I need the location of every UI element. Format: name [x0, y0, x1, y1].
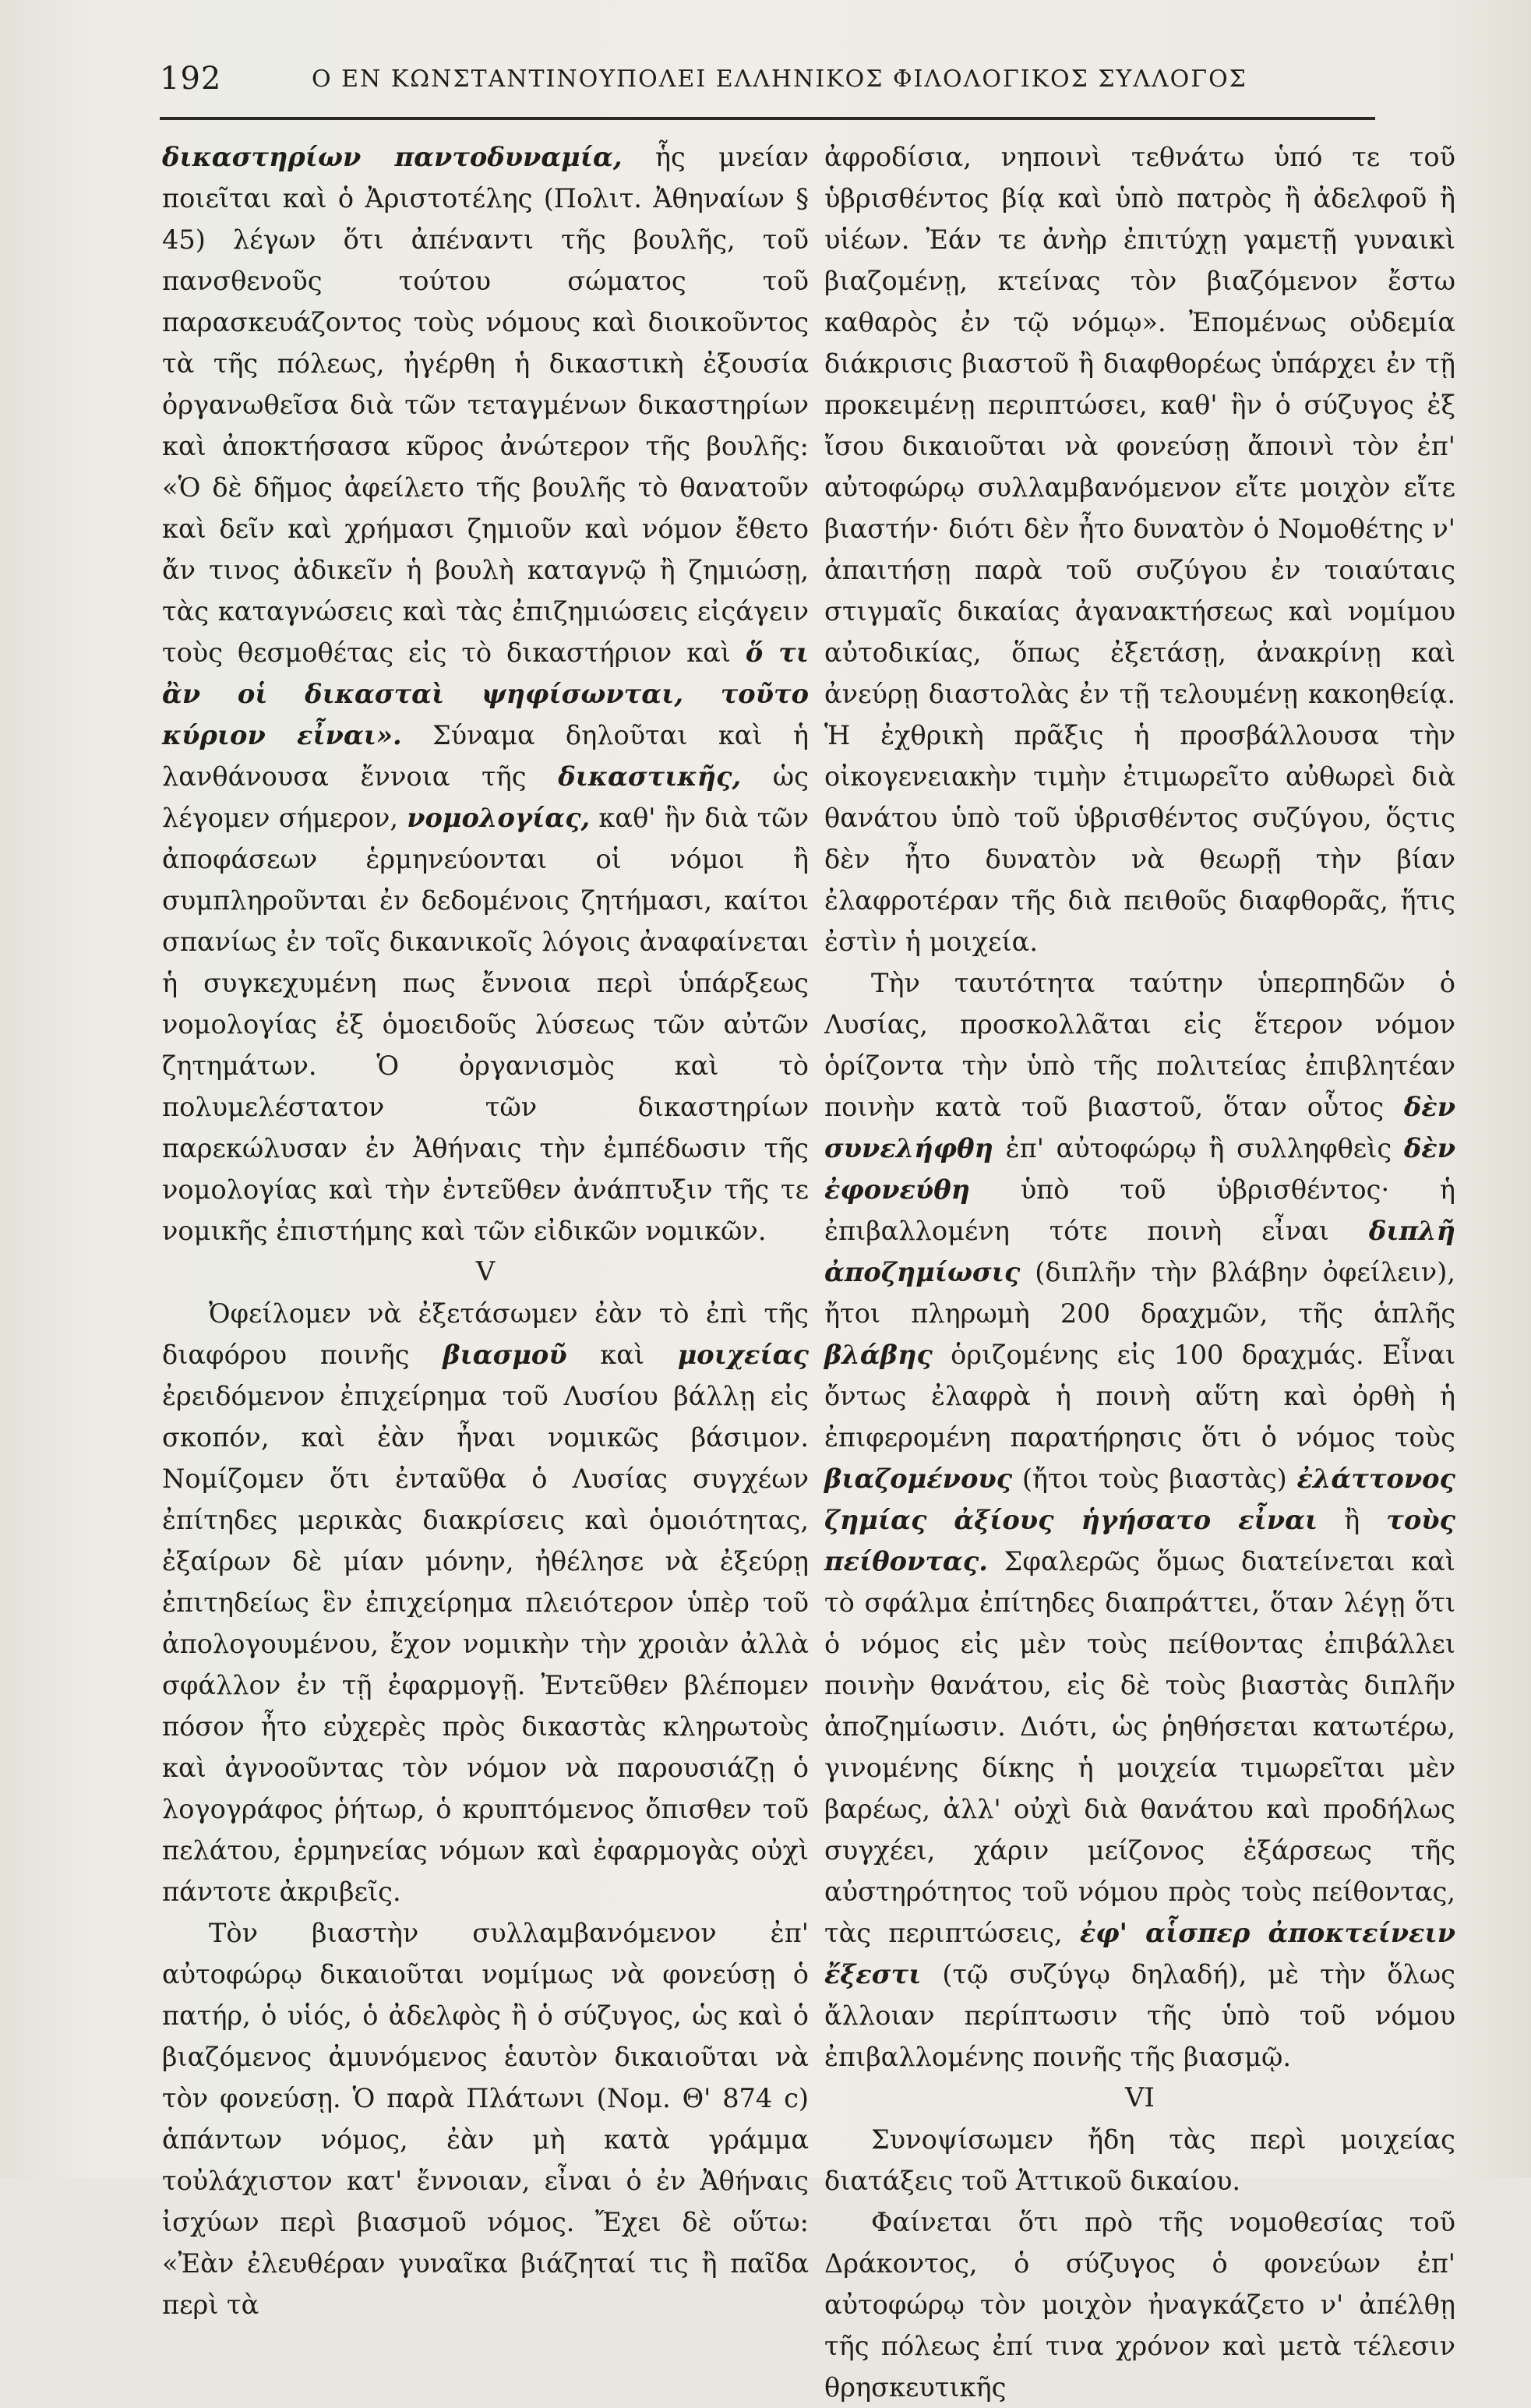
- paragraph: [162, 1293, 809, 1912]
- text-run: (διπλῆν τὴν βλάβην ὀφείλειν), ἤτοι πληρωμὴ 200 δραχμῶν, τῆς ἁπλῆς: [824, 1257, 1455, 1329]
- section-heading-v: V: [475, 1256, 496, 1287]
- section-heading-vi: VI: [1125, 2082, 1155, 2113]
- emphasis-text: βλάβης: [824, 1339, 933, 1370]
- left-column: [162, 136, 809, 2325]
- text-run: (ἤτοι τοὺς βιαστὰς): [1012, 1464, 1297, 1494]
- paragraph: [162, 136, 809, 1252]
- emphasis-text: ἐλάττονος ζημίας ἀξίους ἡγήσατο εἶναι: [824, 1463, 1455, 1535]
- text-run: ὑπὸ τοῦ ὑβρισθέντος· ἡ ἐπιβαλλομένη τότε ποινὴ εἶναι: [824, 1174, 1455, 1246]
- emphasis-text: ἐφ' αἷσπερ ἀποκτείνειν ἔξεστι: [824, 1917, 1455, 1990]
- text-run: ἀφροδίσια, νηποινὶ τεθνάτω ὑπό τε τοῦ ὑβρισθέντος βίᾳ καὶ ὑπὸ πατρὸς ἢ ἀδελφοῦ ἢ υἱέων. Ἐάν τε ἀνὴρ ἐπιτύχῃ γαμετῇ γυναικὶ βιαζομένῃ, κτείνας τὸν βιαζόμενον ἔστω καθαρὸς ἐν τῷ νόμῳ». Ἐπομένως οὐδεμία διάκρισις βιαστοῦ ἢ διαφθορέως ὑπάρχει ἐν τῇ προκειμένῃ περιπτώσει, καθ' ἣν ὁ σύζυγος ἐξ ἴσου δικαιοῦται νὰ φονεύσῃ ἄποινὶ τὸν ἐπ' αὐτοφώρῳ συλλαμβανόμενον εἴτε μοιχὸν εἴτε βιαστήν· διότι δὲν ἦτο δυνατὸν ὁ Νομοθέτης ν' ἀπαιτήσῃ παρὰ τοῦ συζύγου ἐν τοιαύταις στιγμαῖς δικαίας ἀγανακτήσεως καὶ νομίμου αὐτοδικίας, ὅπως ἐξετάσῃ, ἀνακρίνῃ καὶ ἀνεύρῃ διαστολὰς ἐν τῇ τελουμένῃ κακοηθείᾳ. Ἡ ἐχθρικὴ πρᾶξις ἡ προσβάλλουσα τὴν οἰκογενειακὴν τιμὴν ἐτιμωρεῖτο αὐθωρεὶ διὰ θανάτου ὑπὸ τοῦ ὑβρισθέντος συζύγου, ὅςτις δὲν ἦτο δυνατὸν νὰ θεωρῇ τὴν βίαν ἐλαφροτέραν τῆς διὰ πειθοῦς διαφθορᾶς, ἥτις ἐστὶν ἡ μοιχεία.: [824, 142, 1455, 957]
- paragraph: [824, 962, 1455, 2078]
- emphasis-text: δικαστικῆς,: [558, 761, 742, 792]
- text-run: Ὀφείλομεν νὰ ἐξετάσωμεν ἐὰν τὸ ἐπὶ τῆς διαφόρου ποινῆς: [162, 1298, 809, 1370]
- paragraph: Φαίνεται ὅτι πρὸ τῆς νομοθεσίας τοῦ Δράκοντος, ὁ σύζυγος ὁ φονεύων ἐπ' αὐτοφώρῳ τὸν μοιχὸν ἠναγκάζετο ν' ἀπέλθῃ τῆς πόλεως ἐπί τινα χρόνον καὶ μετὰ τέλεσιν θρησκευτικῆς: [824, 2207, 1455, 2403]
- paragraph: Συνοψίσωμεν ἤδη τὰς περὶ μοιχείας διατάξεις τοῦ Ἀττικοῦ δικαίου.: [824, 2124, 1455, 2196]
- emphasis-text: δικαστηρίων παντοδυναμία,: [162, 141, 623, 172]
- text-run: Τὴν ταυτότητα ταύτην ὑπερπηδῶν ὁ Λυσίας, προσκολλᾶται εἰς ἕτερον νόμον ὁρίζοντα τὴν ὑπὸ τῆς πολιτείας ἐπιβλητέαν ποινὴν κατὰ τοῦ βιαστοῦ, ὅταν οὗτος: [824, 968, 1455, 1122]
- text-run: καθ' ἣν διὰ τῶν ἀποφάσεων ἑρμηνεύονται οἱ νόμοι ἢ συμπληροῦνται ἐν δεδομένοις ζητήμασι, καίτοι σπανίως ἐν τοῖς δικανικοῖς λόγοις ἀναφαίνεται ἡ συγκεχυμένη πως ἔννοια περὶ ὑπάρξεως νομολογίας ἐξ ὁμοειδοῦς λύσεως τῶν αὐτῶν ζητημάτων. Ὁ ὀργανισμὸς καὶ τὸ πολυμελέστατον τῶν δικαστηρίων παρεκώλυσαν ἐν Ἀθήναις τὴν ἐμπέδωσιν τῆς νομολογίας καὶ τὴν ἐντεῦθεν ἀνάπτυξιν τῆς τε νομικῆς ἐπιστήμης καὶ τῶν εἰδικῶν νομικῶν.: [162, 803, 809, 1246]
- emphasis-text: νομολογίας,: [407, 802, 591, 833]
- text-run: ἐρειδόμενον ἐπιχείρημα τοῦ Λυσίου βάλλῃ εἰς σκοπόν, καὶ ἐὰν ἦναι νομικῶς βάσιμον. Νομίζομεν ὅτι ἐνταῦθα ὁ Λυσίας συγχέων ἐπίτηδες μερικὰς διακρίσεις καὶ ὁμοιότητας, ἐξαίρων δὲ μίαν μόνην, ἠθέλησε νὰ ἐξεύρῃ ἐπιτηδείως ἓν ἐπιχείρημα πλειότερον ὑπὲρ τοῦ ἀπολογουμένου, ἔχον νομικὴν τὴν χροιὰν ἀλλὰ σφάλλον ἐν τῇ ἐφαρμογῇ. Ἐντεῦθεν βλέπομεν πόσον ἦτο εὐχερὲς πρὸς δικαστὰς κληρωτοὺς καὶ ἀγνοοῦντας τὸν νόμον νὰ παρουσιάζῃ ὁ λογογράφος ῥήτωρ, ὁ κρυπτόμενος ὄπισθεν τοῦ πελάτου, ἑρμηνείας νόμων καὶ ἐφαρμογὰς οὐχὶ πάντοτε ἀκριβεῖς.: [162, 1381, 809, 1907]
- text-run: ἢ: [1318, 1505, 1387, 1535]
- text-run: καὶ: [566, 1340, 678, 1370]
- emphasis-text: μοιχείας: [677, 1339, 809, 1370]
- page-header: [160, 61, 1313, 108]
- text-run: ὡς λέγομεν σήμερον,: [162, 761, 809, 833]
- emphasis-text: τοὺς πείθοντας.: [824, 1504, 1455, 1576]
- text-run: Σφαλερῶς ὅμως διατείνεται καὶ τὸ σφάλμα ἐπίτηδες διαπράττει, ὅταν λέγῃ ὅτι ὁ νόμος εἰς μὲν τοὺς πείθοντας ἐπιβάλλει ποινὴν θανάτου, εἰς δὲ τοὺς βιαστὰς διπλῆν ἀποζημίωσιν. Διότι, ὡς ῥηθήσεται κατωτέρω, γινομένης δίκης ἡ μοιχεία τιμωρεῖται μὲν βαρέως, ἀλλ' οὐχὶ διὰ θανάτου καὶ προδήλως συγχέει, χάριν μείζονος ἐξάρσεως τῆς αὐστηρότητος τοῦ νόμου πρὸς τοὺς πείθοντας, τὰς περιπτώσεις,: [824, 1546, 1455, 1948]
- text-run: ἧς μνείαν ποιεῖται καὶ ὁ Ἀριστοτέλης (Πολιτ. Ἀθηναίων § 45) λέγων ὅτι ἀπέναντι τῆς βουλῆς, τοῦ πανσθενοῦς τούτου σώματος τοῦ παρασκευάζοντος τοὺς νόμους καὶ διοικοῦντος τὰ τῆς πόλεως, ἠγέρθη ἡ δικαστικὴ ἐξουσία ὀργανωθεῖσα διὰ τῶν τεταγμένων δικαστηρίων καὶ ἀποκτήσασα κῦρος ἀνώτερον τῆς βουλῆς: «Ὁ δὲ δῆμος ἀφείλετο τῆς βουλῆς τὸ θανατοῦν καὶ δεῖν καὶ χρήμασι ζημιοῦν καὶ νόμον ἔθετο ἄν τινος ἀδικεῖν ἡ βουλὴ καταγνῷ ἢ ζημιώσῃ, τὰς καταγνώσεις καὶ τὰς ἐπιζημιώσεις εἰςάγειν τοὺς θεσμοθέτας εἰς τὸ δικαστήριον καὶ: [162, 142, 810, 668]
- running-title: Ο ΕΝ ΚΩΝΣΤΑΝΤΙΝΟΥΠΟΛΕΙ ΕΛΛΗΝΙΚΟΣ ΦΙΛΟΛΟΓΙΚΟΣ ΣΥΛΛΟΓΟΣ: [312, 65, 1247, 93]
- emphasis-text: βιασμοῦ: [443, 1339, 567, 1370]
- emphasis-text: δὲν συνελήφθη: [824, 1091, 1455, 1163]
- emphasis-text: βιαζομένους: [824, 1463, 1013, 1494]
- emphasis-text: ὅ τι ἂν οἱ δικασταὶ ψηφίσωνται, τοῦτο κύριον εἶναι».: [162, 637, 809, 750]
- paragraph: Τὸν βιαστὴν συλλαμβανόμενον ἐπ' αὐτοφώρῳ δικαιοῦται νομίμως νὰ φονεύσῃ ὁ πατήρ, ὁ υἱός, ὁ ἀδελφὸς ἢ ὁ σύζυγος, ὡς καὶ ὁ βιαζόμενος ἀμυνόμενος ἑαυτὸν δικαιοῦται νὰ τὸν φονεύσῃ. Ὁ παρὰ Πλάτωνι (Νομ. Θ' 874 c) ἁπάντων νόμος, ἐὰν μὴ κατὰ γράμμα τοὐλάχιστον κατ' ἔννοιαν, εἶναι ὁ ἐν Ἀθήναις ἰσχύων περὶ βιασμοῦ νόμος. Ἔχει δὲ οὕτω: «Ἐὰν ἐλευθέραν γυναῖκα βιάζηταί τις ἢ παῖδα περὶ τὰ: [162, 1918, 809, 2320]
- right-column: [824, 136, 1455, 2408]
- page-number: 192: [160, 61, 222, 97]
- emphasis-text: διπλῆ ἀποζημίωσις: [824, 1215, 1455, 1287]
- emphasis-text: δὲν ἐφονεύθη: [824, 1132, 1455, 1205]
- paragraph: [824, 136, 1455, 962]
- text-run: (τῷ συζύγῳ δηλαδή), μὲ τὴν ὅλως ἄλλοιαν περίπτωσιν τῆς ὑπὸ τοῦ νόμου ἐπιβαλλομένης ποινῆς τῆς βιασμῷ.: [824, 1959, 1455, 2072]
- text-run: ὁριζομένης εἰς 100 δραχμάς. Εἶναι ὄντως ἐλαφρὰ ἡ ποινὴ αὕτη καὶ ὀρθὴ ἡ ἐπιφερομένη παρατήρησις ὅτι ὁ νόμος τοὺς: [824, 1340, 1455, 1453]
- header-rule: [160, 117, 1375, 120]
- text-run: ἐπ' αὐτοφώρῳ ἢ συλληφθεὶς: [993, 1133, 1404, 1163]
- text-run: Σύναμα δηλοῦται καὶ ἡ λανθάνουσα ἔννοια τῆς: [162, 720, 809, 792]
